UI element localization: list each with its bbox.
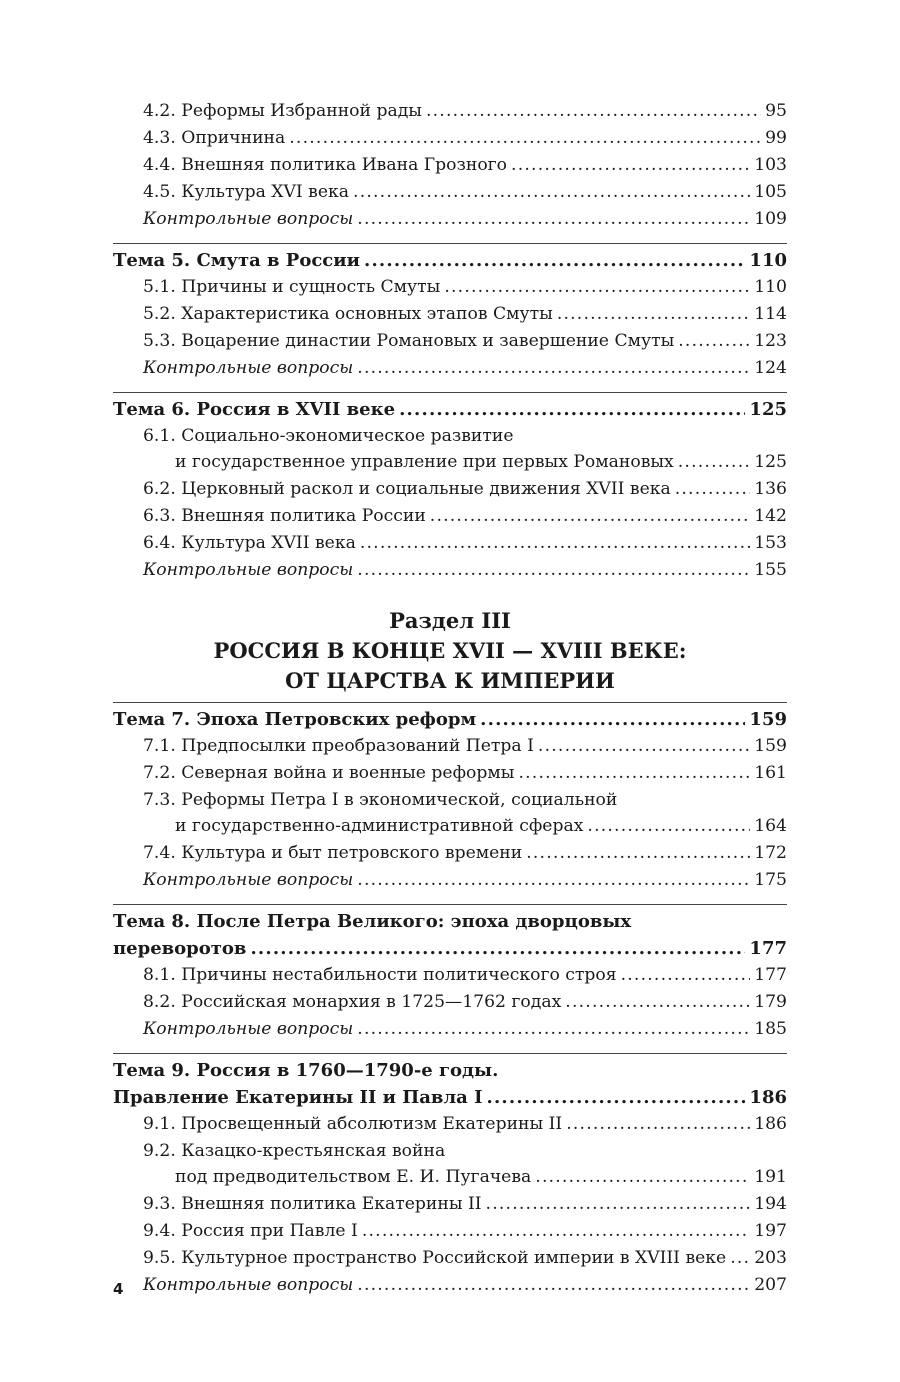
section-title-line1: РОССИЯ В КОНЦЕ XVII — XVIII ВЕКЕ:	[213, 638, 687, 663]
toc-entry-line1: 9.2. Казацко-крестьянская война	[143, 1141, 446, 1161]
toc-entry[interactable]: 9.3. Внешняя политика Екатерины II ..... 194	[113, 1191, 787, 1218]
toc-entry-line1: 7.3. Реформы Петра I в экономической, социальной	[143, 790, 618, 810]
toc-entry[interactable]: 8.2. Российская монархия в 1725—1762 годах ..... 179	[113, 989, 787, 1016]
toc-entry-review-questions[interactable]: Контрольные вопросы ..... 185	[113, 1016, 787, 1043]
toc-topic-6[interactable]: Тема 6. Россия в XVII веке ..... 125	[113, 392, 787, 423]
toc-entry[interactable]: 5.2. Характеристика основных этапов Смуты ..... 114	[113, 301, 787, 328]
toc-entry[interactable]: 5.1. Причины и сущность Смуты ..... 110	[113, 274, 787, 301]
toc-entry-review-questions[interactable]: Контрольные вопросы ..... 175	[113, 867, 787, 894]
toc-topic-9[interactable]: Правление Екатерины II и Павла I ..... 186	[113, 1084, 787, 1111]
toc-topic-8[interactable]: переворотов ..... 177	[113, 935, 787, 962]
section-label: Раздел III	[389, 608, 511, 633]
toc-entry[interactable]: 4.4. Внешняя политика Ивана Грозного ..... 103	[113, 152, 787, 179]
toc-entry-line1: 6.1. Социально-экономическое развитие	[143, 426, 514, 446]
toc-entry[interactable]: 7.1. Предпосылки преобразований Петра I ..... 159	[113, 733, 787, 760]
toc-entry-review-questions[interactable]: Контрольные вопросы ..... 155	[113, 557, 787, 584]
toc-entry[interactable]: 9.5. Культурное пространство Российской империи в XVIII веке ..... 203	[113, 1245, 787, 1272]
toc-entry[interactable]: 7.4. Культура и быт петровского времени ..... 172	[113, 840, 787, 867]
toc-entry-review-questions[interactable]: Контрольные вопросы ..... 109	[113, 206, 787, 233]
toc-entry[interactable]: 6.2. Церковный раскол и социальные движения XVII века ..... 136	[113, 476, 787, 503]
toc-topic-5[interactable]: Тема 5. Смута в России ..... 110	[113, 243, 787, 274]
toc-entry[interactable]: 7.2. Северная война и военные реформы ..... 161	[113, 760, 787, 787]
toc-entry[interactable]: 9.1. Просвещенный абсолютизм Екатерины II ..... 186	[113, 1111, 787, 1138]
toc-entry[interactable]: 6.4. Культура XVII века ..... 153	[113, 530, 787, 557]
toc-entry[interactable]: 4.3. Опричнина ..... 99	[113, 125, 787, 152]
toc-entry[interactable]: и государственное управление при первых Романовых ..... 125	[113, 449, 787, 476]
toc-entry[interactable]: 6.3. Внешняя политика России ..... 142	[113, 503, 787, 530]
toc-entry[interactable]: под предводительством Е. И. Пугачева ..... 191	[113, 1164, 787, 1191]
toc-entry[interactable]: 4.5. Культура XVI века ..... 105	[113, 179, 787, 206]
toc-topic-8-line1: Тема 8. После Петра Великого: эпоха дворцовых	[113, 904, 787, 935]
toc-topic-7[interactable]: Тема 7. Эпоха Петровских реформ ..... 159	[113, 702, 787, 733]
toc-entry[interactable]: 5.3. Воцарение династии Романовых и завершение Смуты ..... 123	[113, 328, 787, 355]
section-title-line2: ОТ ЦАРСТВА К ИМПЕРИИ	[285, 668, 615, 693]
page-number: 4	[113, 1280, 124, 1298]
toc-entry-review-questions[interactable]: Контрольные вопросы ..... 124	[113, 355, 787, 382]
toc-entry[interactable]: 8.1. Причины нестабильности политического строя ..... 177	[113, 962, 787, 989]
toc-entry[interactable]: и государственно-административной сферах ..... 164	[113, 813, 787, 840]
section-heading	[113, 606, 787, 696]
toc-entry[interactable]: 9.4. Россия при Павле I ..... 197	[113, 1218, 787, 1245]
table-of-contents	[113, 98, 787, 1299]
toc-topic-9-line1: Тема 9. Россия в 1760—1790-е годы.	[113, 1053, 787, 1084]
toc-entry-review-questions[interactable]: Контрольные вопросы ..... 207	[113, 1272, 787, 1299]
toc-entry[interactable]: 4.2. Реформы Избранной рады ..... 95	[113, 98, 787, 125]
